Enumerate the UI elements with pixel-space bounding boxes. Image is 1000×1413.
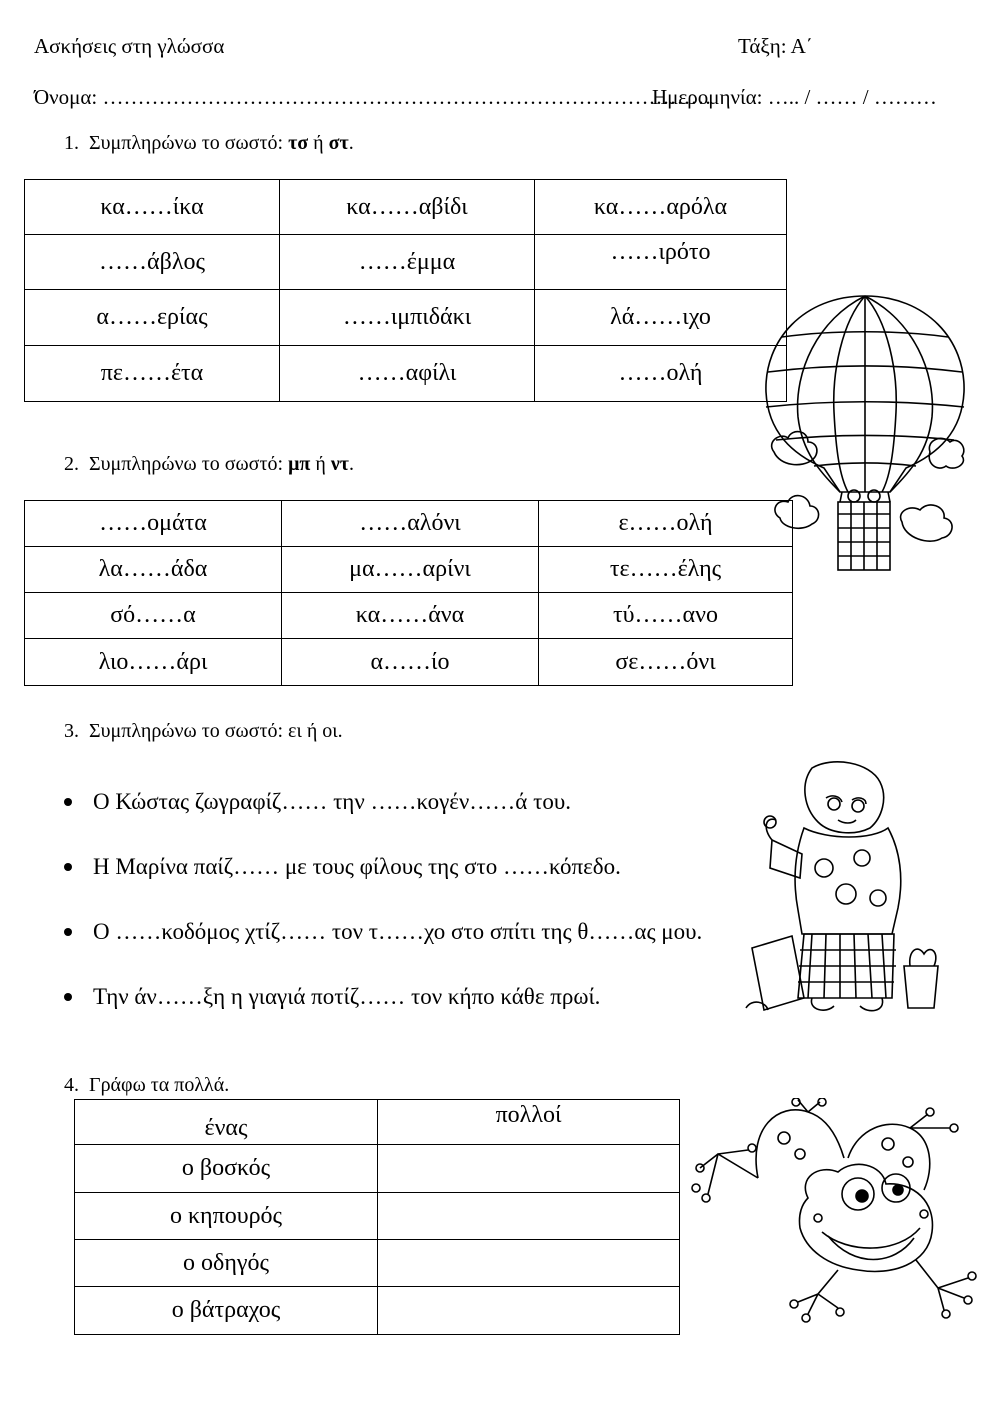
word-cell[interactable]: κα……ίκα [25, 180, 280, 235]
option-1: μπ [288, 453, 311, 475]
sentence-item[interactable]: Η Μαρίνα παίζ…… με τους φίλους της στο ……κόπεδο. [64, 852, 702, 917]
exercise-number: 4. [64, 1074, 79, 1096]
word-cell[interactable]: ……έμμα [280, 235, 535, 290]
plural-answer-cell[interactable] [378, 1193, 680, 1240]
word-cell[interactable]: μα……αρίνι [282, 547, 539, 593]
exercise-prompt: Συμπληρώνω το σωστό: [89, 453, 289, 475]
option-2: στ [328, 132, 349, 154]
word-cell[interactable]: ……ολή [535, 346, 787, 402]
exercise-3-sentences [64, 787, 702, 1047]
grandmother-watering-icon [742, 758, 954, 1028]
exercise-2-heading [64, 453, 354, 476]
column-header-singular: ένας [75, 1100, 378, 1145]
word-cell[interactable]: σό……α [25, 593, 282, 639]
exercise-1-table [24, 179, 787, 402]
exercise-4-table [74, 1099, 680, 1335]
period: . [348, 453, 354, 475]
or-word: ή [310, 453, 331, 475]
option-1: τσ [288, 132, 309, 154]
word-cell[interactable]: α……ερίας [25, 290, 280, 346]
exercise-prompt: Συμπληρώνω το σωστό: [89, 132, 289, 154]
word-cell[interactable]: ……ομάτα [25, 501, 282, 547]
sentence-item[interactable]: Την άν……ξη η γιαγιά ποτίζ…… τον κήπο κάθε πρωί. [64, 982, 702, 1047]
singular-word: ο βάτραχος [75, 1287, 378, 1335]
word-cell[interactable]: λά……ιχο [535, 290, 787, 346]
word-cell[interactable]: λιο……άρι [25, 639, 282, 686]
word-cell[interactable]: ……άβλος [25, 235, 280, 290]
word-cell[interactable]: κα……άνα [282, 593, 539, 639]
exercise-2-table [24, 500, 793, 686]
word-cell[interactable]: ……ιρότο [535, 235, 787, 290]
word-cell[interactable]: λα……άδα [25, 547, 282, 593]
word-cell[interactable]: σε……όνι [539, 639, 793, 686]
word-cell[interactable]: ……αφίλι [280, 346, 535, 402]
sentence-item[interactable]: Ο ……κοδόμος χτίζ…… τον τ……χο στο σπίτι της θ……ας μου. [64, 917, 702, 982]
word-cell[interactable]: α……ίο [282, 639, 539, 686]
or-word: ή [308, 132, 329, 154]
period: . [348, 132, 354, 154]
worksheet-title: Ασκήσεις στη γλώσσα [34, 34, 225, 58]
exercise-number: 3. [64, 720, 79, 742]
word-cell[interactable]: κα……αρόλα [535, 180, 787, 235]
date-line: Ημερομηνία: ….. / …… / ……… [652, 85, 937, 109]
singular-word: ο οδηγός [75, 1240, 378, 1287]
exercise-4-heading [64, 1074, 229, 1097]
singular-word: ο κηπουρός [75, 1193, 378, 1240]
singular-word: ο βοσκός [75, 1145, 378, 1193]
jumping-frog-icon [688, 1098, 984, 1338]
grade-label: Τάξη: Α΄ [738, 34, 813, 58]
word-cell[interactable]: ……ιμπιδάκι [280, 290, 535, 346]
exercise-number: 1. [64, 132, 79, 154]
plural-answer-cell[interactable] [378, 1240, 680, 1287]
exercise-number: 2. [64, 453, 79, 475]
word-cell[interactable]: τε……έλης [539, 547, 793, 593]
word-cell[interactable]: πε……έτα [25, 346, 280, 402]
option-2: ντ [330, 453, 349, 475]
exercise-prompt: Συμπληρώνω το σωστό: ει ή οι. [89, 720, 343, 742]
word-cell[interactable]: τύ……ανο [539, 593, 793, 639]
column-header-plural: πολλοί [378, 1100, 680, 1145]
word-cell[interactable]: ……αλόνι [282, 501, 539, 547]
exercise-prompt: Γράφω τα πολλά. [89, 1074, 230, 1096]
sentence-item[interactable]: Ο Κώστας ζωγραφίζ…… την ……κογέν……ά του. [64, 787, 702, 852]
plural-answer-cell[interactable] [378, 1145, 680, 1193]
plural-answer-cell[interactable] [378, 1287, 680, 1335]
name-line: Όνομα: …………………………………………………………………………… [34, 85, 712, 109]
exercise-1-heading [64, 132, 354, 155]
exercise-3-heading [64, 720, 343, 743]
word-cell[interactable]: κα……αβίδι [280, 180, 535, 235]
word-cell[interactable]: ε……ολή [539, 501, 793, 547]
